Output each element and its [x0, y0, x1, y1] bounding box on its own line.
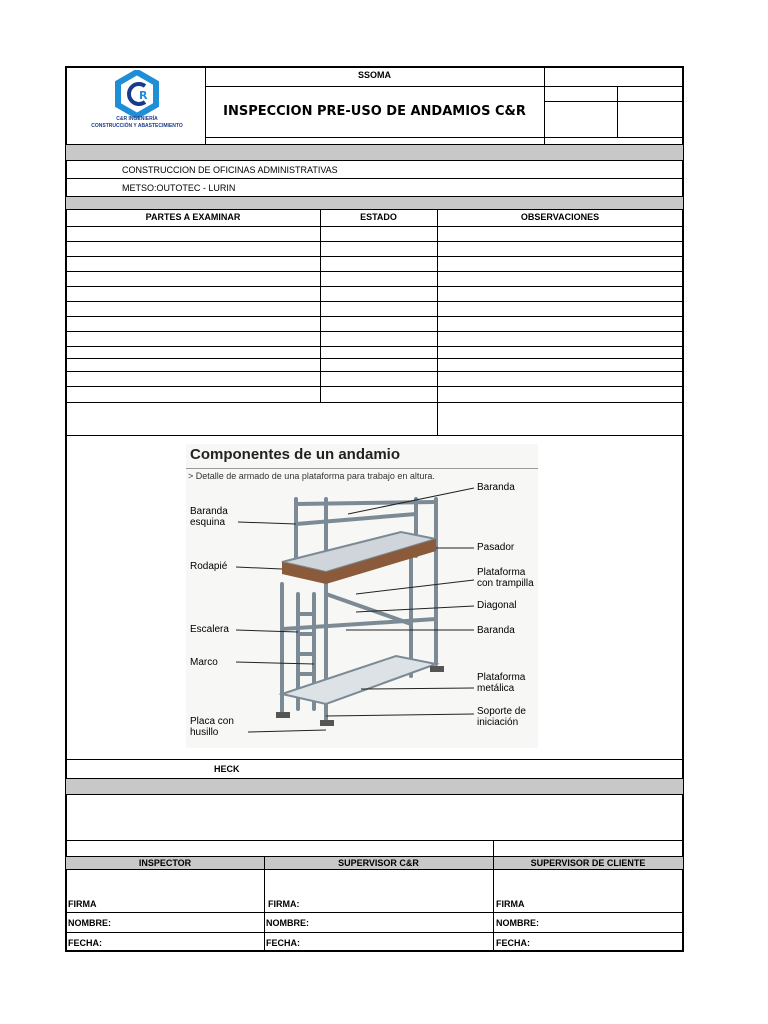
divider	[544, 101, 683, 102]
divider	[66, 932, 683, 933]
label-plataforma-trampilla: Plataforma con trampilla	[477, 567, 534, 589]
column-header-status: ESTADO	[360, 212, 397, 222]
client-nombre-field[interactable]: NOMBRE:	[496, 918, 539, 928]
label-plataforma-metalica: Plataforma metálica	[477, 672, 526, 694]
logo-line-1: C&R INGENIERÍA	[116, 116, 158, 122]
supervisor-firma-field[interactable]: FIRMA:	[268, 899, 300, 909]
divider	[205, 86, 683, 87]
page-title: INSPECCION PRE-USO DE ANDAMIOS C&R	[223, 104, 526, 119]
supervisor-nombre-field[interactable]: NOMBRE:	[266, 918, 309, 928]
signature-header-inspector: INSPECTOR	[138, 858, 192, 868]
table-row	[66, 358, 683, 359]
figure-title: Componentes de un andamio	[190, 446, 401, 463]
section-band	[66, 778, 683, 795]
client-firma-field[interactable]: FIRMA	[496, 899, 525, 909]
inspector-firma-field[interactable]: FIRMA	[68, 899, 97, 909]
table-row	[66, 226, 683, 227]
table-row	[66, 316, 683, 317]
label-escalera: Escalera	[190, 624, 229, 635]
table-row	[66, 301, 683, 302]
logo-line-2: CONSTRUCCIÓN Y ABASTECIMIENTO	[91, 123, 183, 129]
divider	[617, 86, 618, 137]
label-baranda-mid: Baranda	[477, 625, 515, 636]
table-row	[66, 256, 683, 257]
table-row	[66, 286, 683, 287]
divider	[205, 137, 683, 138]
label-pasador: Pasador	[477, 542, 515, 553]
divider	[544, 67, 545, 144]
inspector-nombre-field[interactable]: NOMBRE:	[68, 918, 111, 928]
table-row	[66, 386, 683, 387]
table-row	[66, 402, 683, 403]
scaffold-diagram	[186, 444, 538, 748]
svg-text:R: R	[139, 89, 148, 102]
column-header-parts: PARTES A EXAMINAR	[145, 212, 241, 222]
company-logo	[82, 70, 192, 138]
label-rodapie: Rodapié	[190, 561, 228, 572]
logo-mark-icon	[82, 70, 192, 118]
label-marco: Marco	[190, 657, 218, 668]
divider	[264, 856, 265, 951]
inspector-fecha-field[interactable]: FECHA:	[68, 938, 102, 948]
divider	[66, 178, 683, 179]
divider	[66, 759, 683, 760]
section-band	[66, 144, 683, 161]
area-label: SSOMA	[357, 70, 391, 80]
label-diagonal: Diagonal	[477, 600, 517, 611]
divider	[493, 856, 494, 951]
label-baranda-esquina: Baranda esquina	[190, 506, 228, 528]
signature-header-supervisor: SUPERVISOR C&R	[338, 858, 419, 868]
label-soporte-iniciacion: Soporte de iniciación	[477, 706, 526, 728]
label-placa-husillo: Placa con husillo	[190, 716, 234, 738]
project-location: METSO:OUTOTEC - LURIN	[122, 183, 236, 193]
signature-header-client: SUPERVISOR DE CLIENTE	[530, 858, 646, 868]
check-label: HECK	[214, 764, 240, 774]
table-row	[66, 371, 683, 372]
table-row	[66, 331, 683, 332]
section-band	[66, 196, 683, 210]
label-baranda-top: Baranda	[477, 482, 515, 493]
table-row	[66, 241, 683, 242]
divider	[66, 435, 683, 436]
figure-subtitle: > Detalle de armado de una plataforma para trabajo en altura.	[188, 471, 435, 481]
project-name: CONSTRUCCION DE OFICINAS ADMINISTRATIVAS	[122, 165, 338, 175]
supervisor-fecha-field[interactable]: FECHA:	[266, 938, 300, 948]
divider	[66, 840, 683, 841]
table-row	[66, 271, 683, 272]
client-fecha-field[interactable]: FECHA:	[496, 938, 530, 948]
table-row	[66, 346, 683, 347]
column-header-observations: OBSERVACIONES	[520, 212, 600, 222]
divider	[66, 912, 683, 913]
divider	[320, 210, 321, 402]
divider	[493, 840, 494, 856]
